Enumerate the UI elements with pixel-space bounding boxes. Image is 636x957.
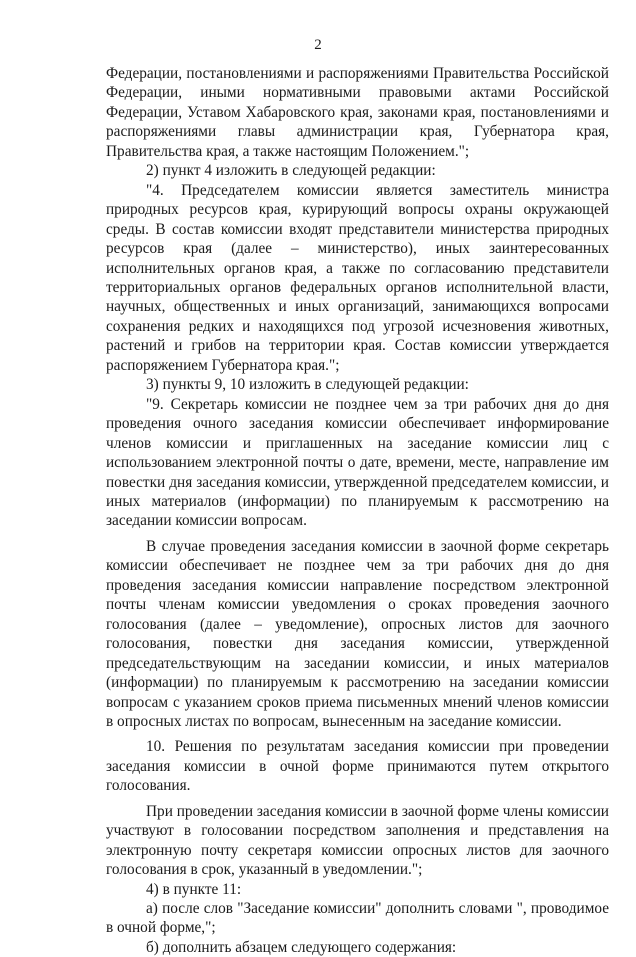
paragraph-item-9-text: "9. Секретарь комиссии не позднее чем за три рабочих дня до дня проведения очного заседания комиссии обеспечивает информирование членов комиссии и приглашенных на заседание комиссии лиц с использованием электронной почты о дате, времени, месте, направление им повестки дня заседания комиссии, утвержденной председателем комиссии, и иных материалов (информации) по планируемым к рассмотрению на заседании комиссии вопросам. <box>106 395 609 530</box>
document-body <box>106 64 609 957</box>
paragraph-item-10-text: 10. Решения по результатам заседания комиссии при проведении заседания комиссии в очной форме принимаются путем открытого голосования. <box>106 738 609 795</box>
paragraph-subitem-a: а) после слов "Заседание комиссии" дополнить словами ", проводимое в очной форме,"; <box>106 900 609 937</box>
paragraph-item-4-heading: 4) в пункте 11: <box>146 880 242 898</box>
paragraph-remote-meeting: В случае проведения заседания комиссии в заочной форме секретарь комиссии обеспечивает не позднее чем за три рабочих дня до дня проведения заседания комиссии направление посредством электронной почты членам комиссии уведомления о сроках проведения заочного голосования (далее – уведомление), опросных листов для заочного голосования, повестки дня заседания комиссии, утвержденной председательствующим на заседании комиссии, и иных материалов (информации) по планируемым к рассмотрению на заседании комиссии вопросам с указанием сроков приема письменных мнений членов комиссии в опросных листах по вопросам, вынесенным на заседание комиссии. <box>106 537 609 730</box>
page-number: 2 <box>314 37 322 53</box>
paragraph-subitem-b: б) дополнить абзацем следующего содержания: <box>146 938 457 956</box>
paragraph-remote-voting: При проведении заседания комиссии в заочной форме члены комиссии участвуют в голосовании посредством заполнения и представления на электронную почту секретаря комиссии опросных листов для заочного голосования в срок, указанный в уведомлении."; <box>106 802 609 879</box>
paragraph-continuation: Федерации, постановлениями и распоряжениями Правительства Российской Федерации, иными нормативными правовыми актами Российской Федерации, Уставом Хабаровского края, законами края, постановлениями и распоряжениями главы администрации края, Губернатора края, Правительства края, а также настоящим Положением."; <box>106 65 609 160</box>
paragraph-item-2-heading: 2) пункт 4 изложить в следующей редакции: <box>146 162 436 180</box>
paragraph-item-3-heading: 3) пункты 9, 10 изложить в следующей редакции: <box>146 376 469 394</box>
paragraph-item-4-text: "4. Председателем комиссии является заместитель министра природных ресурсов края, курирующий вопросы охраны окружающей среды. В состав комиссии входят представители министерства природных ресурсов края (далее – министерство), иных заинтересованных исполнительных органов края, а также по согласованию представители территориальных органов федеральных органов исполнительной власти, научных, общественных и иных организаций, занимающихся вопросами сохранения редких и находящихся под угрозой исчезновения животных, растений и грибов на территории края. Состав комиссии утверждается распоряжением Губернатора края."; <box>106 181 609 374</box>
